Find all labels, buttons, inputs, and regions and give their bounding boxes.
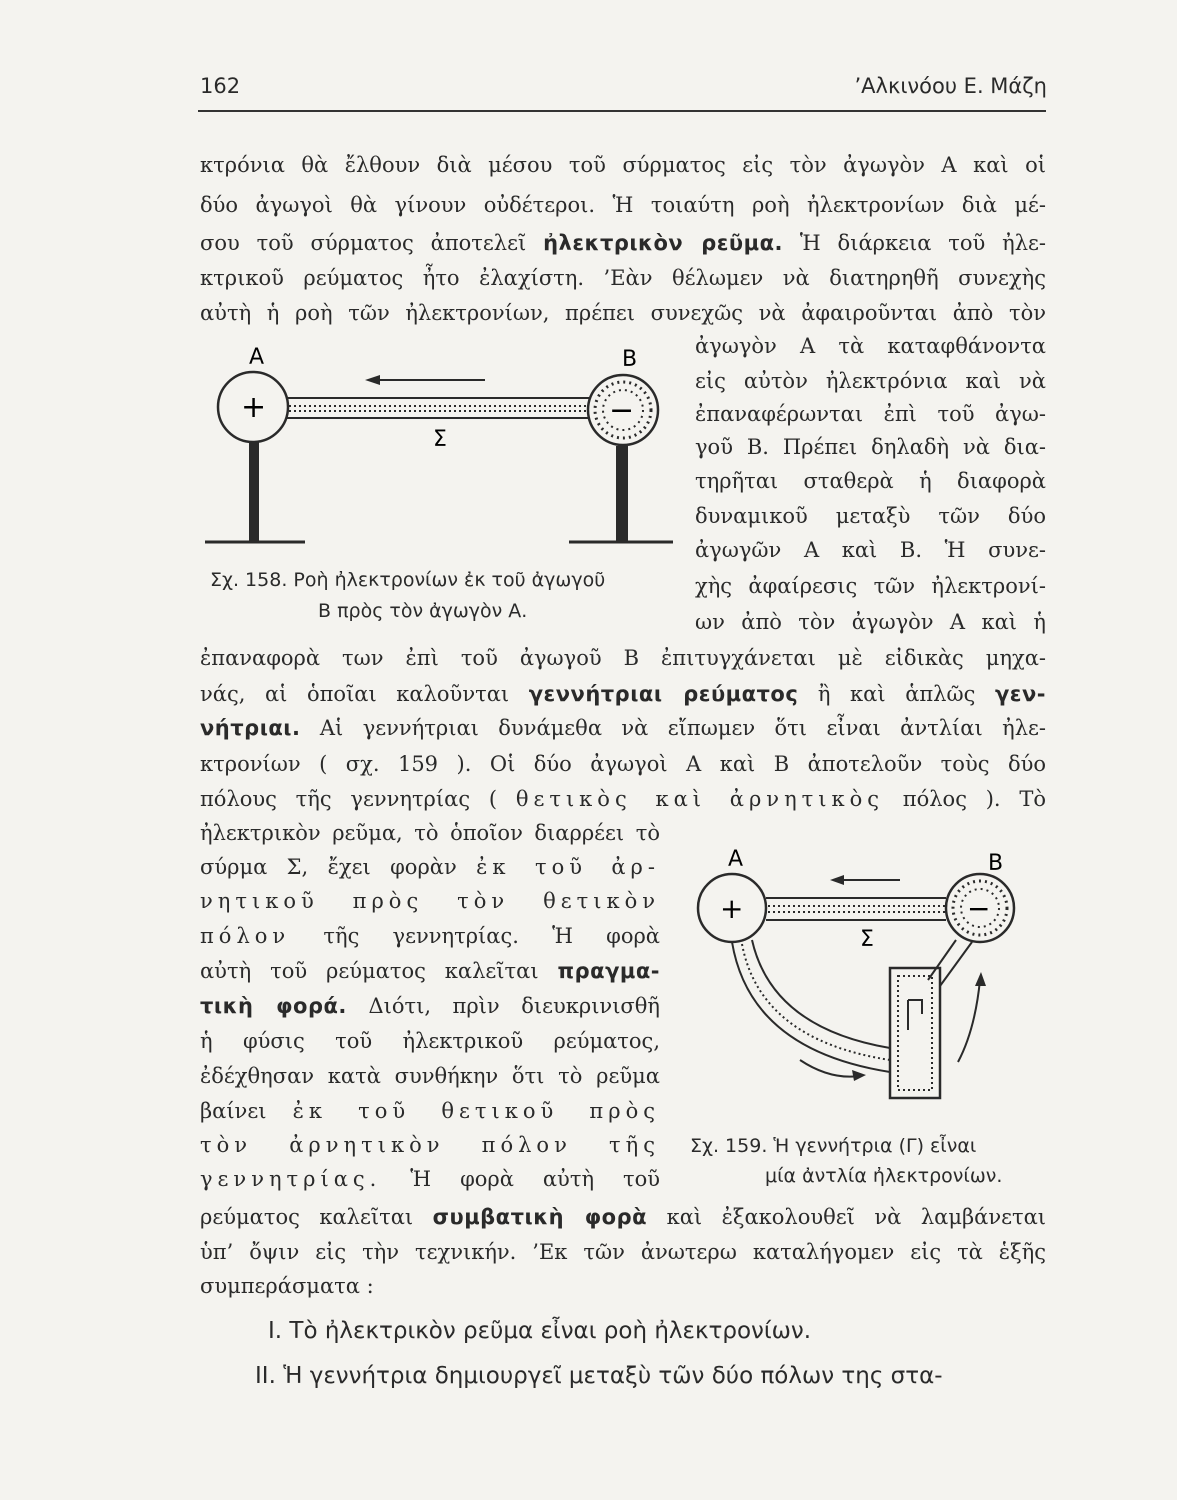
text-line: ἠλεκτρικὸν ρεῦμα, τὸ ὁποῖον διαρρέει τὸ [200, 821, 660, 845]
text-line: αὐτὴ ἡ ροὴ τῶν ἠλεκτρονίων, πρέπει συνεχῶς νὰ ἀφαιροῦνται ἀπὸ τὸν [200, 301, 1046, 325]
fig158-label-a: Α [249, 345, 265, 370]
text-line: ἀγωγὸν Α τὰ καταφθάνοντα [695, 334, 1046, 358]
plus-sign: + [241, 390, 267, 425]
text-line: νήτριαι. Αἱ γεννήτριαι δυνάμεθα νὰ εἴπωμεν ὅτι εἶναι ἀντλίαι ἠλε- [200, 716, 1046, 740]
conclusion-item: I. Τὸ ἠλεκτρικὸν ρεῦμα εἶναι ροὴ ἠλεκτρονίων. [268, 1318, 812, 1344]
fig159-caption: Σχ. 159. Ἡ γεννήτρια (Γ) εἶναι [690, 1135, 977, 1157]
stand-b [616, 446, 628, 542]
text-line: ἐπαναφορὰ των ἐπὶ τοῦ ἀγωγοῦ Β ἐπιτυγχάνεται μὲ εἰδικὰς μηχα- [200, 646, 1046, 670]
fig159-caption: μία ἀντλία ἠλεκτρονίων. [765, 1165, 1003, 1187]
minus-sign: − [609, 393, 635, 428]
fig159-label-sigma: Σ [860, 927, 874, 952]
text-line: κτρόνια θὰ ἔλθουν διὰ μέσου τοῦ σύρματος εἰς τὸν ἀγωγὸν Α καὶ οἱ [200, 153, 1046, 177]
bold-term: γεννήτριαι ρεύματος [528, 682, 799, 706]
text-line: γοῦ Β. Πρέπει δηλαδὴ νὰ δια- [695, 435, 1046, 459]
text-line: σου τοῦ σύρματος ἀποτελεῖ ἠλεκτρικὸν ρεῦμα. Ἡ διάρκεια τοῦ ἠλε- [200, 231, 1047, 255]
text-line: χὴς ἀφαίρεσις τῶν ἠλεκτρονί- [695, 574, 1046, 598]
bold-term: συμβατικὴ φορὰ [432, 1205, 648, 1229]
fig158-label-b: Β [622, 347, 638, 372]
conclusion-item: II. Ἡ γεννήτρια δημιουργεῖ μεταξὺ τῶν δύο πόλων της στα- [255, 1363, 943, 1389]
text-line: νητικοῦ πρὸς τὸν θετικὸν [200, 889, 660, 913]
text-line: τὸν ἀρνητικὸν πόλον τῆς [200, 1133, 660, 1157]
text-line: τηρῆται σταθερὰ ἡ διαφορὰ [695, 469, 1046, 493]
header-rule [198, 110, 1046, 112]
text-line: αὐτὴ τοῦ ρεύματος καλεῖται πραγμα- [200, 959, 660, 983]
text-line: κτρικοῦ ρεύματος ἦτο ἐλαχίστη. ’Εὰν θέλωμεν νὰ διατηρηθῆ συνεχὴς [200, 266, 1046, 290]
plus-sign: + [720, 892, 744, 925]
minus-sign: − [967, 892, 991, 925]
text-line: ἀγωγῶν Α καὶ Β. Ἡ συνε- [695, 538, 1046, 562]
text-line: τικὴ φορά. Διότι, πρὶν διευκρινισθῆ [200, 994, 660, 1018]
text-line: ἐπαναφέρωνται ἐπὶ τοῦ ἀγω- [695, 402, 1046, 426]
fig159-label-b: Β [988, 851, 1004, 876]
figure-159 [690, 840, 1050, 1125]
text-line: συμπεράσματα : [200, 1274, 374, 1298]
text-line: ρεύματος καλεῖται συμβατικὴ φορὰ καὶ ἐξακολουθεῖ νὰ λαμβάνεται [200, 1205, 1046, 1229]
flow-arrow [958, 980, 980, 1062]
running-header-author: ’Αλκινόου Ε. Μάζη [854, 74, 1047, 98]
bold-term: τικὴ φορά. [200, 994, 347, 1018]
text-line: ὑπ’ ὄψιν εἰς τὴν τεχνικήν. ’Εκ τῶν ἀνωτερω καταλήγομεν εἰς τὰ ἑξῆς [200, 1240, 1046, 1264]
text-line: εἰς αὐτὸν ἠλεκτρόνια καὶ νὰ [695, 369, 1046, 393]
bold-term: ἠλεκτρικὸν ρεῦμα. [543, 231, 783, 255]
stand-a [249, 442, 259, 542]
text-line: δυναμικοῦ μεταξὺ τῶν δύο [695, 504, 1046, 528]
text-line: ἡ φύσις τοῦ ἠλεκτρικοῦ ρεύματος, [200, 1029, 660, 1053]
text-line: δύο ἀγωγοὶ θὰ γίνουν οὐδέτεροι. Ἡ τοιαύτη ροὴ ἠλεκτρονίων διὰ μέ- [200, 193, 1046, 217]
text-line: ων ἀπὸ τὸν ἀγωγὸν Α καὶ ἡ [695, 610, 1046, 634]
text-line: σύρμα Σ, ἔχει φορὰν ἐκ τοῦ ἀρ- [200, 855, 660, 879]
text-line: ἐδέχθησαν κατὰ συνθήκην ὅτι τὸ ρεῦμα [200, 1064, 660, 1088]
fig158-label-sigma: Σ [433, 427, 447, 452]
bold-term: νήτριαι. [200, 716, 301, 740]
text-line: γεννητρίας. Ἡ φορὰ αὐτὴ τοῦ [200, 1167, 660, 1191]
page-number: 162 [200, 74, 241, 98]
text-line: νάς, αἱ ὁποῖαι καλοῦνται γεννήτριαι ρεύματος ἢ καὶ ἁπλῶς γεν- [200, 682, 1046, 706]
text-line: πόλον τῆς γεννητρίας. Ἡ φορὰ [200, 924, 660, 948]
figure-158 [205, 340, 675, 550]
fig159-label-a: Α [728, 847, 744, 872]
fig158-caption: Σχ. 158. Ροὴ ἠλεκτρονίων ἐκ τοῦ ἀγωγοῦ [210, 569, 606, 591]
text-line: κτρονίων ( σχ. 159 ). Οἱ δύο ἀγωγοὶ Α καὶ Β ἀποτελοῦν τοὺς δύο [200, 752, 1046, 776]
text-line: βαίνει ἐκ τοῦ θετικοῦ πρὸς [200, 1099, 660, 1123]
fig158-caption: Β πρὸς τὸν ἀγωγὸν Α. [318, 600, 528, 622]
text-line: πόλους τῆς γεννητρίας ( θετικὸς καὶ ἀρνητικὸς πόλος ). Τὸ [200, 787, 1046, 811]
bold-term: πραγμα- [557, 959, 660, 983]
bold-term: γεν- [994, 682, 1046, 706]
